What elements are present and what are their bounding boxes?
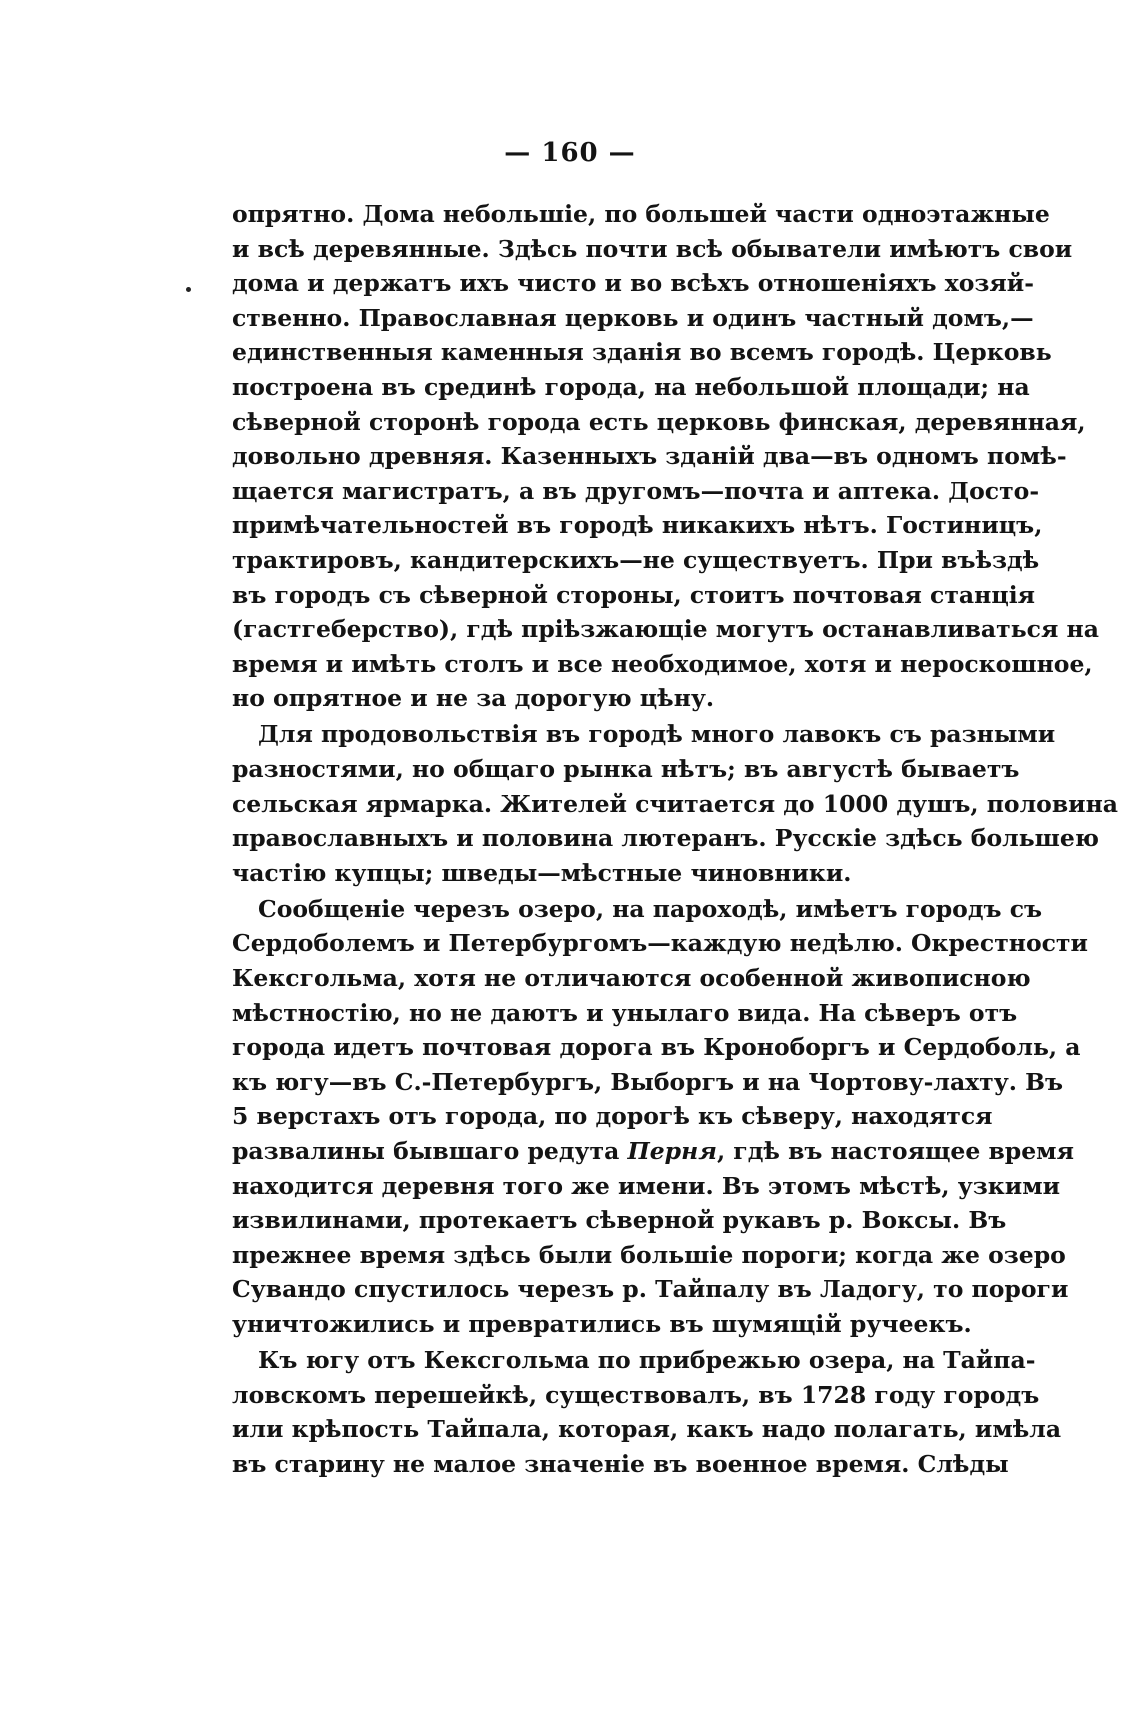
text-line: уничтожились и превратились въ шумящій ручеекъ.	[232, 1310, 972, 1338]
text-line: находится деревня того же имени. Въ этомъ мѣстѣ, узкими	[232, 1171, 1061, 1200]
text-line: Для продовольствія въ городѣ много лавокъ съ разными	[258, 720, 1056, 749]
text-line: сельская ярмарка. Жителей считается до 1000 душъ, половина	[232, 789, 1119, 818]
text-line: мѣстностію, но не даютъ и унылаго вида. На сѣверъ отъ	[232, 998, 1018, 1027]
text-line: дома и держатъ ихъ чисто и во всѣхъ отношеніяхъ хозяй-	[232, 269, 1034, 298]
page-number: — 160 —	[504, 138, 636, 168]
text-line: 5 верстахъ отъ города, по дорогѣ къ сѣверу, находятся	[232, 1102, 993, 1131]
text-line: но опрятное и не за дорогую цѣну.	[232, 684, 715, 713]
text-line: къ югу—въ С.-Петербургъ, Выборгъ и на Чортову-лахту. Въ	[232, 1067, 1064, 1096]
text-line: въ городъ съ сѣверной стороны, стоитъ почтовая станція	[232, 580, 1036, 609]
text-span: , гдѣ въ настоящее время	[716, 1137, 1074, 1166]
text-line: ловскомъ перешейкѣ, существовалъ, въ 1728 году городъ	[232, 1380, 1040, 1409]
text-line: Сердоболемъ и Петербургомъ—каждую недѣлю. Окрестности	[232, 929, 1088, 958]
paragraph	[232, 717, 1119, 890]
paragraph	[232, 197, 1099, 716]
text-line: сѣверной сторонѣ города есть церковь финская, деревянная,	[232, 407, 1086, 436]
text-line: и всѣ деревянные. Здѣсь почти всѣ обыватели имѣютъ свои	[232, 234, 1073, 263]
paragraph	[232, 892, 1088, 1342]
italic-place-name: Перня	[627, 1137, 717, 1166]
paragraph	[232, 1343, 1062, 1481]
text-line: извилинами, протекаетъ сѣверной рукавъ р. Воксы. Въ	[232, 1206, 1007, 1235]
body-text	[232, 197, 1119, 1481]
text-line: единственныя каменныя зданія во всемъ городѣ. Церковь	[232, 338, 1052, 367]
text-span: развалины бывшаго редута	[232, 1137, 620, 1166]
print-speck	[186, 287, 191, 292]
text-line: Кексгольма, хотя не отличаются особенной живописною	[232, 964, 1031, 993]
text-line: трактировъ, кандитерскихъ—не существуетъ. При въѣздѣ	[232, 545, 1040, 574]
text-line: разностями, но общаго рынка нѣтъ; въ августѣ бываетъ	[232, 755, 1020, 783]
text-line: щается магистратъ, а въ другомъ—почта и аптека. Досто-	[232, 476, 1040, 505]
text-line: прежнее время здѣсь были большіе пороги; когда же озеро	[232, 1240, 1066, 1269]
text-line: примѣчательностей въ городѣ никакихъ нѣтъ. Гостиницъ,	[232, 511, 1043, 540]
text-line: или крѣпость Тайпала, которая, какъ надо полагать, имѣла	[232, 1415, 1062, 1444]
text-line: построена въ срединѣ города, на небольшой площади; на	[232, 372, 1030, 401]
text-line: города идетъ почтовая дорога въ Кроноборгъ и Сердоболь, а	[232, 1033, 1081, 1062]
text-line: ственно. Православная церковь и одинъ частный домъ,—	[232, 303, 1034, 332]
text-line: Сообщеніе черезъ озеро, на пароходѣ, имѣетъ городъ съ	[258, 894, 1043, 923]
text-line: Къ югу отъ Кексгольма по прибрежью озера, на Тайпа-	[258, 1346, 1036, 1375]
text-line: довольно древняя. Казенныхъ зданій два—въ одномъ помѣ-	[232, 442, 1067, 471]
text-line: православныхъ и половина лютеранъ. Русскіе здѣсь большею	[232, 824, 1099, 853]
text-line: въ старину не малое значеніе въ военное время. Слѣды	[232, 1449, 1009, 1478]
text-line: Сувандо спустилось черезъ р. Тайпалу въ Ладогу, то пороги	[232, 1275, 1069, 1304]
text-line: опрятно. Дома небольшіе, по большей части одноэтажные	[232, 200, 1050, 228]
text-line: время и имѣть столъ и все необходимое, хотя и нероскошное,	[232, 649, 1093, 678]
text-line-with-italic	[232, 1134, 1074, 1169]
text-line: (гастгеберство), гдѣ пріѣзжающіе могутъ останавливаться на	[232, 615, 1099, 644]
text-line: частію купцы; шведы—мѣстные чиновники.	[232, 858, 852, 887]
